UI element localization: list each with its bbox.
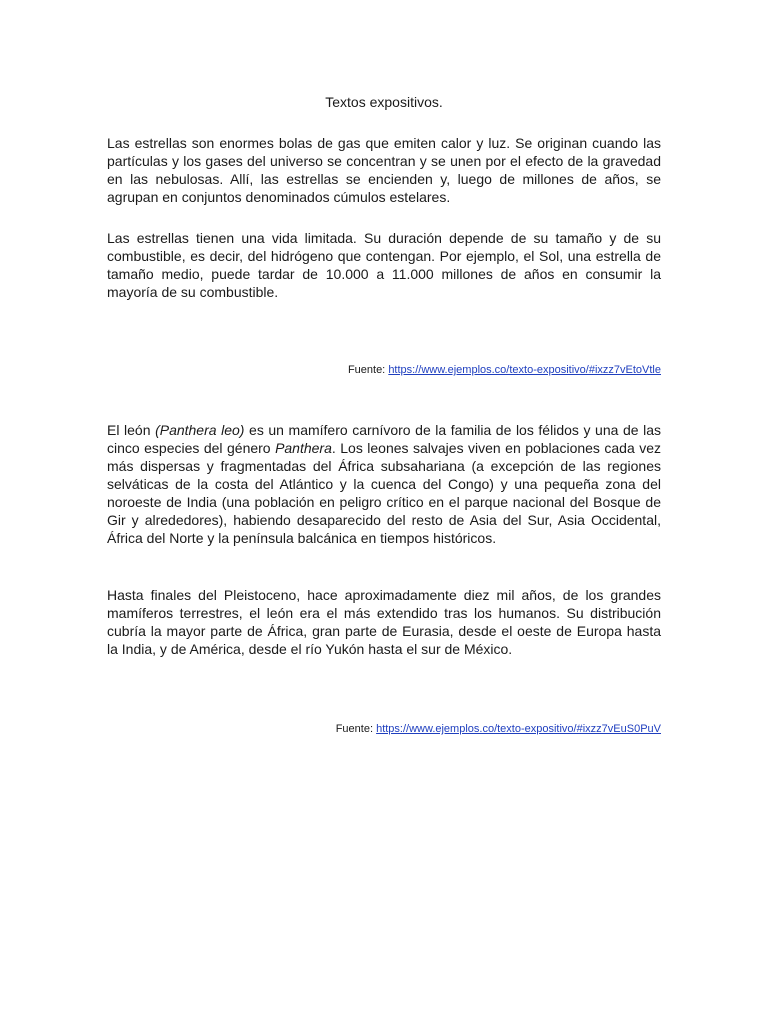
- source-label: Fuente:: [347, 364, 386, 376]
- paragraph-lion-1-text-a: El león: [107, 422, 156, 438]
- paragraph-lion-2: Hasta finales del Pleistoceno, hace aproximadamente diez mil años, de los grandes mamíferos terrestres, el león era el más extendido tras los humanos. Su distribución cubría la mayor parte de África, gran parte de Eurasia, desde el oeste de Europa hasta la India, y de América, desde el río Yukón hasta el sur de México.: [107, 587, 661, 657]
- source-link-1[interactable]: https://www.ejemplos.co/texto-expositivo/#ixzz7vEtoVtle: [388, 364, 661, 376]
- paragraph-lion-1-text-b: es un mamífero carnívoro de la familia de los félidos y una de las cinco especies del género: [107, 422, 662, 456]
- paragraph-lion-1: [107, 421, 661, 547]
- source-label: Fuente:: [335, 723, 374, 735]
- source-citation-1: [348, 363, 661, 377]
- paragraph-stars-2: Las estrellas tienen una vida limitada. Su duración depende de su tamaño y de su combustible, es decir, del hidrógeno que contengan. Por ejemplo, el Sol, una estrella de tamaño medio, puede tardar de 10.000 a 11.000 millones de años en consumir la mayoría de su combustible.: [107, 230, 661, 300]
- paragraph-lion-1-text-c: . Los leones salvajes viven en poblaciones cada vez más dispersas y fragmentadas del África subsahariana (a excepción de las regiones selváticas de la costa del Atlántico y la cuenca del Congo) y una pequeña zona del noroeste de India (una población en peligro crítico en el parque nacional del Bosque de Gir y alrededores), habiendo desaparecido del resto de Asia del Sur, Asia Occidental, África del Norte y la península balcánica en tiempos históricos.: [107, 440, 661, 546]
- source-citation-2: [336, 722, 661, 736]
- source-link-2[interactable]: https://www.ejemplos.co/texto-expositivo/#ixzz7vEuS0PuV: [376, 723, 661, 735]
- paragraph-stars-1: Las estrellas son enormes bolas de gas que emiten calor y luz. Se originan cuando las partículas y los gases del universo se concentran y se unen por el efecto de la gravedad en las nebulosas. Allí, las estrellas se encienden y, luego de millones de años, se agrupan en conjuntos denominados cúmulos estelares.: [107, 135, 661, 205]
- document-title: Textos expositivos.: [325, 94, 443, 110]
- genus-name-italic: Panthera: [275, 440, 332, 456]
- species-name-italic: (Panthera leo): [155, 422, 245, 438]
